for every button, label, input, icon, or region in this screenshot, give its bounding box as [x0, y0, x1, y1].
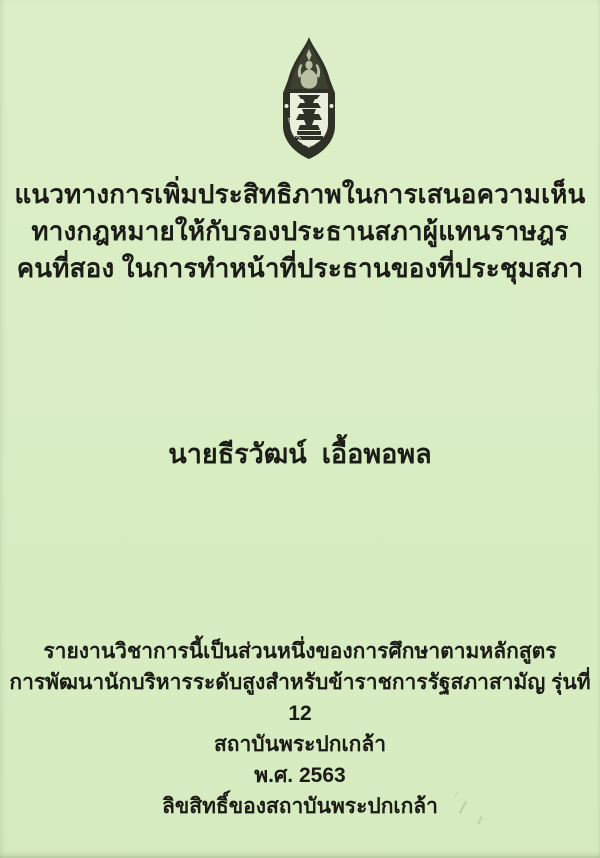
- footer-course-intro: รายงานวิชาการนี้เป็นส่วนหนึ่งของการศึกษาตามหลักสูตร: [43, 640, 557, 663]
- left-dot: [285, 104, 289, 108]
- footer-year: พ.ศ. 2563: [254, 764, 346, 787]
- emblem-label-text: สถาบันพระปกเกล้า: [285, 116, 320, 150]
- footer-institute-name: สถาบันพระปกเกล้า: [213, 733, 386, 756]
- title-line-2: ทางกฎหมายให้กับรองประธานสภาผู้แทนราษฎร: [31, 216, 569, 246]
- cover-footer: [0, 636, 600, 822]
- footer-course-name: การพัฒนานักบริหารระดับสูงสำหรับข้าราชการรัฐสภาสามัญ รุ่นที่ 12: [9, 671, 591, 725]
- author-name: นายธีรวัฒน์ เอื้อพอพล: [168, 439, 432, 469]
- king-prajadhipok-institute-emblem-icon: [276, 36, 342, 162]
- title-line-1: แนวทางการเพิ่มประสิทธิภาพในการเสนอความเห็น: [14, 179, 586, 209]
- institute-emblem: [276, 36, 342, 162]
- footer-copyright: ลิขสิทธิ์ของสถาบันพระปกเกล้า: [162, 795, 438, 818]
- right-dot: [330, 104, 334, 108]
- report-title: [0, 176, 600, 287]
- title-line-3: คนที่สอง ในการทำหน้าที่ประธานของที่ประชุมสภา: [16, 253, 584, 283]
